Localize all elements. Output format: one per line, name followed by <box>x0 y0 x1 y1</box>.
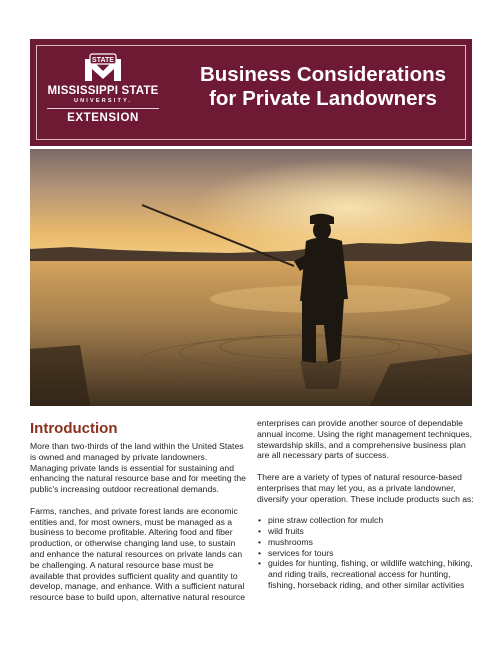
msu-m-logo-icon <box>81 53 125 83</box>
page-title <box>180 63 466 111</box>
list-item: • pine straw collection for mulch <box>257 515 475 526</box>
list-item: • guides for hunting, fishing, or wildlife watching, hiking, and riding trails, recreational access for hunting, fishing, horseback riding, and other similar activities <box>257 558 475 590</box>
intro-paragraph-4: There are a variety of types of natural resource-based enterprises that may let you, as a private landowner, diversify your operation. These include products such as: <box>257 471 474 504</box>
title-line-2: for Private Landowners <box>209 87 437 110</box>
column-right <box>257 418 475 591</box>
logo-badge-text: STATE <box>92 57 114 64</box>
logo-university-name: MISSISSIPPI STATE <box>47 85 159 97</box>
list-item: • services for tours <box>257 548 475 559</box>
cover-photo <box>30 149 472 406</box>
header-banner <box>30 39 472 146</box>
enterprise-list <box>257 515 475 591</box>
intro-paragraph-1: More than two-thirds of the land within the United States is owned and managed by private landowners. Managing private lands is essential for sustaining and enhancing the natural resource base and for meeting the public's increasing outdoor recreational demands. <box>30 441 246 495</box>
title-line-1: Business Considerations <box>199 63 447 86</box>
intro-paragraph-2: Farms, ranches, and private forest lands are economic entities and, for most owners, must be managed as a business to become profitable. Altering food and fiber production, or otherwise changing land use, to sustain and enhance the natural resources on private lands can be challenging. A natural resource base must be available that provides sufficient quality and quantity to develop, manage, and enhance. With a sufficient natural resource base to build upon, alternative natural resource <box>30 505 245 603</box>
photo-fisherman-at-sunset <box>30 149 472 406</box>
logo-divider <box>47 108 159 109</box>
intro-paragraph-3: enterprises can provide another source of dependable annual income. Using the right management techniques, stewardship skills, and a comprehensive business plan are all necessary parts of success. <box>257 418 472 461</box>
logo-university-label: UNIVERSITY. <box>73 98 133 104</box>
section-heading-introduction: Introduction <box>30 420 118 437</box>
column-left <box>30 420 246 614</box>
logo-extension-label: EXTENSION <box>67 112 139 124</box>
list-item: • mushrooms <box>257 537 475 548</box>
msu-extension-logo <box>38 53 168 139</box>
list-item: • wild fruits <box>257 526 475 537</box>
